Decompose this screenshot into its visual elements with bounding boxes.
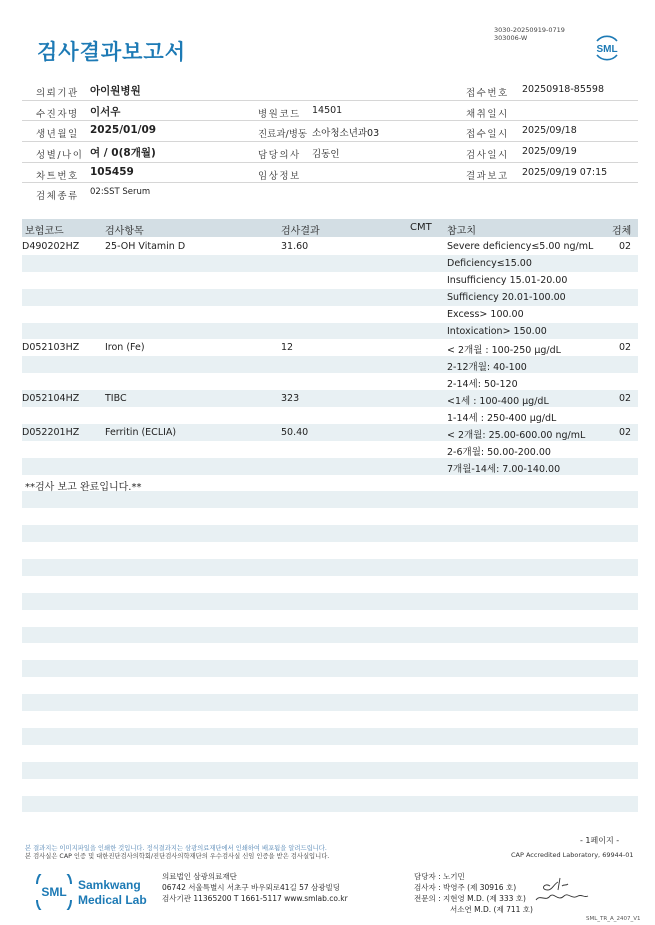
reference-range: Severe deficiency≤5.00 ng/mL [447, 241, 594, 252]
label-physician: 담당의사 [258, 150, 301, 162]
label-collection-date: 채취일시 [466, 108, 509, 120]
label-clinical-info: 임상정보 [258, 170, 301, 182]
document-number [494, 26, 565, 42]
label-patient-name: 수진자명 [36, 108, 79, 120]
specimen-code: 02 [619, 426, 632, 438]
label-hospital-code: 병원코드 [258, 108, 301, 120]
reference-range: 2-14세: 50-120 [447, 379, 518, 391]
sml-logo-icon [591, 32, 623, 64]
value-chart-no: 105459 [90, 165, 134, 178]
value-requesting-org: 아이원병원 [90, 85, 141, 97]
table-row [22, 239, 638, 256]
table-row [22, 442, 638, 459]
table-stripe [22, 627, 638, 644]
reference-range: Intoxication> 150.00 [447, 325, 547, 337]
value-hospital-code: 14501 [312, 104, 343, 116]
reference-range: Insufficiency 15.01-20.00 [447, 274, 568, 286]
info-row [22, 101, 638, 122]
document-id-line1: 3030-20250919-0719 [494, 26, 565, 34]
info-row [22, 121, 638, 142]
reference-range: Excess> 100.00 [447, 308, 524, 320]
form-version: SML_TR_A_2407_V1 [586, 916, 641, 922]
header-result: 검사결과 [281, 226, 320, 237]
table-row [22, 256, 638, 273]
test-item: 25-OH Vitamin D [105, 241, 186, 252]
reference-range: 2-12개월: 40-100 [447, 362, 527, 374]
label-birthdate: 생년월일 [36, 129, 79, 141]
insurance-code: D052104HZ [22, 393, 80, 405]
test-result: 50.40 [281, 426, 309, 438]
header-insurance-code: 보험코드 [25, 226, 64, 237]
reference-range: Sufficiency 20.01-100.00 [447, 291, 566, 303]
value-sex-age: 여 / 0(8개월) [90, 147, 156, 160]
info-row [22, 163, 638, 184]
table-stripe [22, 525, 638, 542]
results-table-header [22, 219, 638, 237]
staff-examiner: 검사자 : 박영주 (제 30916 호) [414, 883, 517, 892]
reference-range: 2-6개월: 50.00-200.00 [447, 446, 551, 458]
page-title: 검사결과보고서 [37, 40, 187, 64]
reference-range: 1-14세 : 250-400 μg/dL [447, 413, 557, 424]
label-receipt-no: 접수번호 [466, 88, 509, 99]
table-row [22, 307, 638, 324]
value-receipt-date: 2025/09/18 [522, 125, 577, 137]
staff-specialist2: 서소연 M.D. (제 711 호) [450, 905, 533, 914]
test-result: 12 [281, 342, 294, 354]
insurance-code: D052201HZ [22, 426, 80, 438]
label-department: 진료과/병동 [258, 129, 308, 141]
org-contact: 검사기관 11365200 T 1661-5117 www.smlab.co.kr [162, 894, 348, 903]
specimen-code: 02 [619, 241, 632, 252]
value-physician: 김동인 [312, 149, 340, 161]
test-result: 31.60 [281, 241, 309, 252]
table-row [22, 425, 638, 442]
insurance-code: D490202HZ [22, 241, 80, 252]
reference-range: <1세 : 100-400 μg/dL [447, 396, 549, 408]
logo-text: SML [596, 44, 618, 55]
value-test-date: 2025/09/19 [522, 146, 577, 158]
reference-range: < 2개월: 25.00-600.00 ng/mL [447, 429, 586, 441]
test-item: TIBC [105, 393, 127, 405]
org-address: 06742 서울특별시 서초구 바우뫼로41길 57 삼광빌딩 [162, 883, 341, 892]
label-receipt-date: 접수일시 [466, 129, 509, 141]
info-row [22, 80, 638, 101]
label-specimen-type: 검체종류 [36, 191, 79, 203]
value-patient-name: 이서우 [90, 105, 121, 118]
value-receipt-no: 20250918-85598 [522, 84, 605, 95]
label-report-date: 결과보고 [466, 170, 509, 182]
table-row [22, 324, 638, 341]
reference-range: < 2개월 : 100-250 μg/dL [447, 345, 561, 357]
table-row [22, 391, 638, 408]
value-report-date: 2025/09/19 07:15 [522, 166, 608, 178]
label-test-date: 검사일시 [466, 150, 509, 162]
header-cmt: CMT [410, 222, 432, 233]
table-stripe [22, 660, 638, 677]
organization-info [162, 871, 348, 904]
table-stripe [22, 762, 638, 779]
table-row [22, 459, 638, 476]
table-row [22, 340, 638, 357]
staff-specialist: 전문의 : 지현영 M.D. (제 333 호) [414, 894, 526, 903]
header-reference: 참고치 [447, 226, 476, 237]
label-chart-no: 차트번호 [36, 170, 79, 182]
cap-accreditation: CAP Accredited Laboratory, 69944-01 [511, 851, 634, 859]
table-row [22, 357, 638, 374]
table-stripe [22, 593, 638, 610]
test-item: Ferritin (ECLIA) [105, 426, 177, 438]
table-stripe [22, 694, 638, 711]
signature-image [532, 872, 590, 906]
logo-line2: Medical Lab [78, 893, 147, 907]
footer-logo-text: SML [41, 885, 67, 899]
info-row [22, 142, 638, 163]
table-row [22, 290, 638, 307]
table-row [22, 408, 638, 425]
patient-info [22, 80, 638, 204]
insurance-code: D052103HZ [22, 342, 80, 354]
table-row [22, 374, 638, 391]
staff-manager: 담당자 : 노기민 [414, 872, 465, 881]
org-name: 의료법인 삼광의료재단 [162, 872, 237, 881]
value-department: 소아청소년과03 [312, 128, 380, 140]
header-test-item: 검사항목 [105, 226, 144, 237]
table-row [22, 273, 638, 290]
info-row [22, 183, 638, 204]
table-stripe [22, 559, 638, 576]
label-sex-age: 성별/나이 [36, 150, 84, 162]
specimen-code: 02 [619, 342, 632, 354]
logo-line1: Samkwang [78, 878, 141, 892]
accreditation-notice: 본 검사실은 CAP 인증 및 대한진단검사의학회/진단검사의학재단의 우수검사실 신임 인증을 받은 검사실입니다. [25, 853, 330, 860]
table-stripe [22, 491, 638, 508]
staff-info [414, 871, 533, 915]
test-item: Iron (Fe) [105, 342, 145, 354]
header-specimen: 검체 [612, 226, 632, 237]
document-id-line2: 303006-W [494, 34, 528, 42]
value-specimen-type: 02:SST Serum [90, 187, 151, 198]
test-result: 323 [281, 393, 300, 405]
image-print-notice: 본 결과지는 이미지파일을 인쇄한 것입니다. 정식결과지는 삼광의료재단에서 인쇄하여 배포됨을 알려드립니다. [25, 845, 327, 852]
table-stripe [22, 728, 638, 745]
table-stripe [22, 796, 638, 813]
value-birthdate: 2025/01/09 [90, 124, 157, 137]
specimen-code: 02 [619, 393, 632, 405]
reference-range: 7개월-14세: 7.00-140.00 [447, 463, 561, 475]
label-requesting-org: 의뢰기관 [36, 88, 79, 99]
page-number: - 1페이지 - [580, 836, 620, 845]
reference-range: Deficiency≤15.00 [447, 257, 532, 269]
report-complete-note: **검사 보고 완료입니다.** [25, 482, 142, 493]
